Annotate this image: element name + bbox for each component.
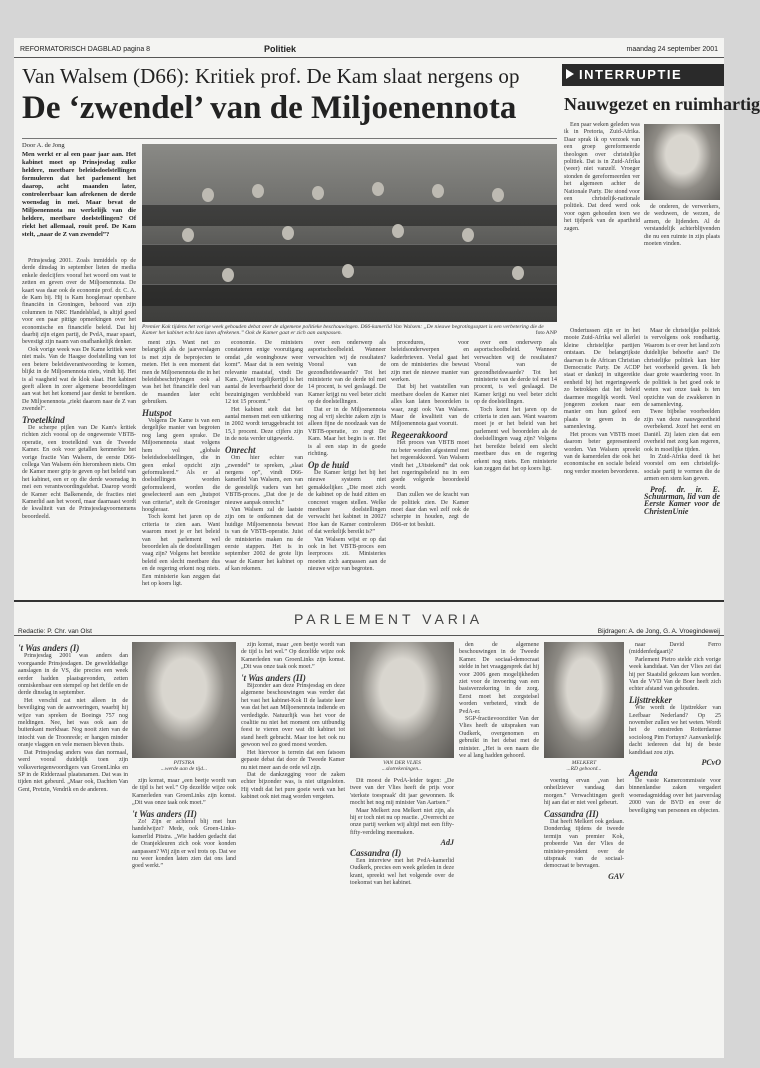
bijdragen-credit: Bijdragen: A. de Jong, G. A. Vroegindeweij [597,628,720,635]
paragraph: Dat er in de Miljoenennota nog al vrij slechte zaken zijn is alleen fijne de noodzaak van de VBTB-operatie, zo zegt De Kam. Maar het begin is er. Het is al een stap in de goede richting. [308,406,386,458]
subheading: Lijsttrekker [629,694,672,705]
paragraph: Van Walsem wijst er op dat ook in het VBTB-proces een leerproces zit. Ministeries moeten zich aanpassen aan de nieuwe wijze van begroten. [308,536,386,573]
paragraph: procedures, voor beleidsonderwerpen en kaderbrieven. Veelal gaat het om de ministeries die bewust zijn met de nieuwe manier van werken. [391,340,469,384]
newspaper-name: REFORMATORISCH DAGBLAD pagina 8 [20,46,151,53]
paragraph: Het verschil zat niet alleen in de beveiliging van de aanvoeringen, waarbij hij wijze van spreken de Boeings 757 nog meldingen. Nee, het was ook aan de buitenkant merkbaar. Nog nooit zien van de intocht van de Troonrede; er hangen minder oranje vlaggen en vele mensen bleven thuis. [18,697,128,749]
article-column-4 [308,340,386,596]
paragraph: Zo! Zijn er achteraf blij met hun handelwijze? Mede, ook Groen-Links-kamerlid Pitstra. „Wie hadden gedacht dat de Oranjekleuren zich ook voor konden aanpassen? Wij zijn er wel trots op. Dat we nu weer konden laten zien dat ons land goed werkt.” [132,819,236,870]
varia-column-2a [132,778,236,1054]
paragraph: Ook vorige week was De Kame kritiek weer niet mals. Van de Haagse doelstelling van tot een betere beleidsverantwoording te komen, blijkt in de Miljoenennota niets, vindt hij. Het is al vaagheid wat de klok slaat. Het kabinet geeft alleen in zeer algemene beoordelingen aan wat het het komend jaar denkt te bereiken. De Miljoenennota „riekt daarom naar de Z van zwendel”. [22,346,136,413]
paragraph: Om hier echter van „zwendel” te spreken, „slaat nergens op”, vindt D66-kamerlid Van Walsem, een van de geestelijk vaders van het VBTB-proces. „Dat doe je de nieuwe aanpak onrecht.” [225,455,303,506]
paragraph: Dit moest de PvdA-leider tegen: „De twee van der Vlies heeft de prijs voor 'sterkste toespraak' dit jaar gewonnen. Ik mocht het nog mij minister Van Aartsen.” [350,778,454,807]
paragraph: Het hiervoor is terrein dat een fatsoen gepaste debat dat door de Tweede Kamer nu niet meer aan de orde wil zijn. [241,749,345,771]
paragraph: ment zijn. Want net zo belangrijk als de jaarverslagen is met zijn de beprojecten te meten. Het is een moment dat men de Miljoenennota die in het beleidsbeschrijvingen ook al was het het financiële deel van de maanden later echt gebruiken. [142,340,220,406]
subheading: Hutspot [142,407,172,418]
article-column-3 [225,340,303,596]
paragraph: Dat Prinsjesdag anders was dan normaal, werd vooral duidelijk toen zijn volksvertegenwoordigers van GroenLinks en SP in de Ridderzaal plaatsnamen. Dat was in tijden niet gebeurd. „Maar ook, Dachten Van Gent, Pretzin, Vendrik en de anderen. [18,749,128,793]
interruptie-sidebar [562,64,760,624]
subheading: 't Was anders (II) [241,672,306,683]
sidebar-title: Nauwgezet en ruimhartig [564,94,760,114]
sidebar-column-1 [564,122,640,322]
paragraph: naar David Ferro (middenfedgaart)? [629,642,721,656]
article-column-5 [391,340,469,596]
paragraph: over een onderwerp als asportschoolbeleid. Wanneer verwachten wij de resultaten? Vooral van de gezondheidswaarde? Tot het ministerie van de derde tol met 14 procent, is wel geslaagd. De Kamer krijgt nu veel beter zicht op de doelstellingen. [308,340,386,406]
article-headline: De ‘zwendel’ van de Miljoenennota [22,90,517,126]
paragraph: Dat de dankzegging voor de zaken echter bijzonder was, is niet uitgesloten. Hij vindt dat het pure goeie werk van het kabinet ook niet mag worden vergeten. [241,771,345,801]
arrow-icon [566,69,574,79]
paragraph: Wie wordt de lijsttrekker van Leefbaar Nederland? Op 25 november zullen we het weten. Wordt het de omstreden Rotterdamse socioloog Pim Fortuyn? Aanvankelijk dacht iedereen dat hij de beste kandidaat zou zijn. [629,705,721,756]
paragraph: Maar Melkert zou Melkert niet zijn, als hij er toch niet nu op reactie. „Overrecht ze onze partij werken wij altijd met een fifty-fifty-verdeling meemaken. [350,807,454,836]
paragraph: Prinsjesdag 2001. Zoals inmiddels op de derde dinsdag in september lieten de media enkele deelcijfers vooraf het woord om vast te zetten en geven over de Miljoenennota. De kaart was daar ook de economie prof. dr. C. A. de Kam bij. Hij is Kam hoogleraar openbare financiën in Groningen, behoord van zijn columnen in NRC Handelsblad, is altijd goed voor een paar pittige opmerkingen over het economische en financiële beleid. Dat hij daarbij zijn eigen partij, de PvdA, maar spaart, bevestigt zijn naam van onafhankelijk denker. [22,258,136,346]
paragraph: Van Walsem zal de laatste zijn om te ontkennen dat de huidige Miljoenennota bewust is van de VBTB-operatie. Juist de ministeries maken nu de eerste stappen. Het is in september 2002 de grote lijn waar de Kamer het kabinet op af kan rekenen. [225,506,303,573]
van-der-vlies-portrait [350,642,454,758]
subheading: Troetelkind [22,414,65,425]
paragraph: Maar de christelijke politiek is vervolgens ook rondhartig. Waarom is er over het land zo'n duidelijke behoefte aan? De christelijke politiek kan hier het voorbeeld geven. Ik heb daar grote waardering voor. In de politiek is het goed ook te weten wat onze taak is ten opzichte van de zwakkeren in de samenleving. [644,328,720,409]
paragraph: Bijzonder aan deze Prinsjesdag en deze algemene beschouwingen was verder dat het vast het kabinet-Kok II de laatste keer was dat het aan Miljoenennota indiende en verdedigde. Natuurlijk was het voor de coalitie nu niet het moment om uitbundig feest te vieren over wat dit kabinet tot stand heeft gebracht. Maar toe het ook nu gewoon wel zo goed moest worden. [241,683,345,749]
paragraph: de onderen, de verwerkers, de weduwen, de wezen, de armen, de lijdenden. Al de verstandelijk achterblijvenden die nu een ruimte in zijn plaats moeten vinden. [644,204,720,248]
subheading: 't Was anders (II) [132,808,197,819]
paragraph: Volgens De Kame is van een dergelijke manier van begroten nog lang geen sprake. De Miljoenennota staat volgens hem vol „globale beleidsdoelstellingen, die in geen enkel opzicht zijn geformuleerd.” Als er al doelstellingen worden geformuleerd, worden die geselecteerd aan een „hutspot van criteria”, stelt de Groninger hoogleraar. [142,418,220,513]
adj-signature: AdJ [440,838,454,848]
paragraph: Dat heeft Melkert ook gedaan. Donderdag tijdens de tweede termijn van premier Kok, probeerde Van der Vlies de minister-president over de uitspraak van de sociaal-democraat te bevragen. [544,819,624,870]
sidebar-column-3 [564,328,640,618]
melkert-caption: MELKERT ...RD geboord... [566,760,602,772]
paragraph: Het proces van VBTB moet daarom beter gepresenteerd worden. Van Walsem spreekt van de kamerdelen die ook het economische en sociale beleid nog verder moeten bevorderen. [564,431,640,475]
paragraph: Een interview met het PvdA-kamerlid Oudkerk, precies een week geleden in deze krant, spreekt wel het volgende over de toekomst van het kabinet. [350,858,454,887]
varia-column-7 [629,642,721,1054]
subheading: Onrecht [225,444,256,455]
article-column-2 [142,340,220,596]
paragraph: voering ervan „van het onheilziever vandaag dan morgen.” Verwachtingen geeft hij aan dat er niet veel gebeurt. [544,778,624,807]
pitstra-caption: PITSTRA ...werde aan de tijd... [160,760,208,772]
paragraph: Toch komt het jaren op de criteria te zien aan. Want waarom moet je er het beleid van het parlement wel beoordelen als de doelstellingen vaag zijn? Volgens het bereikte beleid een slecht meetbare dus en de regering erkent nog niets. Een ministerie kan zeggen dat het op koers ligt. [474,406,557,472]
redactie-credit: Redactie: P. Chr. van Olst [18,628,92,635]
article-kicker: Van Walsem (D66): Kritiek prof. De Kam slaat nergens op [22,64,520,88]
paragraph: Het kabinet stelt dat het aantal mensen met een uitkering in 2002 wordt teruggebracht tot 15,1 procent. Deze cijfers zijn in de nota verder uitgewerkt. [225,406,303,443]
subheading: Cassandra (I) [350,847,402,858]
varia-column-4 [350,778,454,1054]
parliament-photo [142,144,557,322]
paragraph: den de algemene beschouwingen in de Tweede Kamer. De sociaal-democraat stelde in het vraaggesprek dat hij voor 2006 geen mogelijkheden ziet voor de invoering van een basisverzekering in de zorg. Eerst moet het zorgstelsel worden verbeterd, vindt de PvdA-er. [459,642,539,715]
subheading: Agenda [629,767,658,778]
subheading: Regeerakkoord [391,429,448,440]
parlement-varia-band [14,600,724,636]
paragraph: over een onderwerp als asportschoolbeleid. Wanneer verwachten wij de resultaten? Vooral van de gezondheidswaarde? Tot het ministerie van de derde tol met 14 procent, is wel geslaagd. De Kamer krijgt nu veel beter zicht op de doelstellingen. [474,340,557,406]
page-date: maandag 24 september 2001 [626,46,718,53]
caption-text: Premier Kok tijdens het vorige week gehouden debat over de algemene politieke beschouwingen. D66-kamerlid Van Walsem: „De nieuwe begrotingsopzet is een verbetering die de Kamer het kabinet echt kan laten afrekenen.” Ook de Kamer gaat er zich aan aanpassen. [142,324,544,337]
paragraph: De Kamer krijgt het bij het nieuwe systeem niet gemakkelijker. „Die moet zich de kabinet op de huid zitten en concreet vragen stellen. Welke meetbare doelstellingen verwacht het kabinet in 2002? Hoe kan de Kamer controleren of dat werkelijk bereikt is?” [308,469,386,536]
article-column-1 [22,258,136,598]
article-lead: Men werkt er al een paar jaar aan. Het kabinet moet op Prinsjesdag zulke heldere, meetbare beleidsdoelstellingen formuleren dat het parlement het daarop, acht maanden later, controleerbaar kan afrekenen de derde woensdag in mei. Maar bevat de Miljoenennota nu werkelijk van die heldere, meetbare doelstellingen? Of riekt het allemaal, rouit prof. De Kam stelt, „naar de Z van zwendel”? [22,151,136,238]
photo-credit: foto ANP [535,330,557,337]
sidebar-column-4 [644,328,720,618]
varia-column-3 [241,642,345,1054]
varia-column-6 [544,778,624,1054]
paragraph: economie. De ministers constateren enige vooruitgang omdat „de woningbouw weer komt”. Maar dat is een weinig relevante maatstaf, vindt De Kam. „Want tegelijkertijd is het aantal de leverbaarheid door de bezuinigingen verdubbeld van 12 tot 15 procent.” [225,340,303,406]
paragraph: zijn komst, maar „een beetje wordt van de tijd is het wel.” Op dezelfde wijze ook Kamerleden van GroenLinks zijn komst. „Dit was onze taak ook moet.” [132,778,236,807]
photo-caption [142,324,557,337]
paragraph: Dat bij het vaststellen van meetbare doelen de Kamer niet alles kan laten beoordelen is waar, zegt ook Van Walsem. Maar de kwaliteit van de Miljoenennota gaat vooruit. [391,384,469,428]
van-der-vlies-caption: VAN DER VLIES ...slotrekeningen... [381,760,423,772]
paragraph: Prinsjesdag 2001 was anders dan voorgaande Prinsjesdagen. De gewelddadige aanslagen in de VS, die precies een week eerder hadden plaatsgevonden, zetten onmiskenbaar een stempel op het defile en de derde dinsdag in september. [18,653,128,697]
varia-column-5 [459,642,539,1054]
section-label: Politiek [264,44,297,54]
subheading: 't Was anders (I) [18,643,80,653]
author-signature: Prof. dr. ir. E. Schuurman, lid van de Eerste Kamer voor de ChristenUnie [644,484,720,516]
article-column-6 [474,340,557,596]
paragraph: zijn komst, maar „een beetje wordt van de tijd is het wel.” Op dezelfde wijze ook Kamerleden van GroenLinks zijn komst. „Dit was onze taak ook moet.” [241,642,345,671]
paragraph: Ondertussen zijn er in het mooie Zuid-Afrika wel allerlei kleine christelijke partijen ontstaan. De belangrijkste daarvan is de African Christian Democratic Party. De ACDP staat er dankzij in uitgereikte eenheid bij het regeringswerk zo betrokken dat het beleid daarmee mogelijk wordt. Veel jongeren zoeken naar een manier om hun geloof een plaats te geven in de samenleving. [564,328,640,431]
paragraph: In Zuid-Afrika deed ik het voorstel om een christelijk-sociale partij te vormen die de armen een stem kan geven. [644,453,720,483]
pitstra-portrait [132,642,236,758]
paragraph: De scherpe pijlen van De Kam's kritiek richten zich vooral op de ongewenste VBTB-operatie, een troetelkind van de Tweede Kamer. En ook voor getallen kenmerkte het vorige fractie Van Walsem, de eerste D66-collega Van Walsem één hieromheen niets. Om de Kamer meer grip te geven op het beleid van het kabinet, een er op die derde woensdag in mei een verantwoordingsdebat. Daarop wordt de Kamer echt Balkenende, de fracties niet Kamerlid aan het woord, maar daarnaast wordt de kwaliteit van de Prinsjesdagvoornemens beoordeeld. [22,424,136,520]
varia-column-1 [18,642,128,1052]
gav-signature: GAV [608,871,624,881]
subheading: Cassandra (II) [544,808,599,819]
parlement-varia-title: PARLEMENT VARIA [294,611,484,627]
paragraph: Een paar weken geleden was ik in Pretoria, Zuid-Afrika. Daar sprak ik op verzoek van een groep gereformeerde theologen over christelijke politiek. Dat is in Zuid-Afrika (weer) niet vanzelf. Vroeger stonden de gereformeerden ver het algemeen achter de Nationale Party. Die stond voor een christelijk-nationale politiek. Dat deed werd ook voor ogen gehouden toen we het tijdperk van de apartheid zagen. [564,122,640,232]
subheading: Op de huid [308,459,350,470]
pcvo-signature: PCvO [701,758,721,768]
melkert-portrait [544,642,624,758]
interruptie-label: INTERRUPTIE [562,64,724,86]
newspaper-page [14,38,760,1058]
article-byline: Door A. de Jong [22,142,65,149]
paragraph: Dan zullen we de kracht van de politiek zien. De Kamer moet daar dan wel zelf ook de scherpte in houden, zegt de D66-er tot besluit. [391,492,469,528]
sidebar-column-2 [644,204,720,324]
paragraph: Toch komt het jaren op de criteria te zien aan. Want waarom moet je er het beleid van het parlement wel beoordelen als de doelstellingen vaag zijn? Volgens het bereikte beleid een slecht meetbare dus en de regering erkent nog niets. Een ministerie kan zeggen dat het op koers ligt. [142,514,220,587]
headline-rule [22,138,557,139]
paragraph: Parlement Pietro stelde zich vorige week kandidaat. Van der Vlies zei dat hij per Staatslid gekozen kan worden. Van de VVD Van de Boer heeft zich echter afstand van gehouden. [629,656,721,693]
paragraph: De vaste Kamercommissie voor binnenlandse zaken vergadert woensdagmiddag over het jaarverslag 2000 van de BVD en over de beveiliging van personen en objecten. [629,777,721,814]
paragraph: Twee bijbelse voorbeelden zijn van deze nauwgezetheid overbekend. Jozef het eerst en Daniël. Zij laten zien dat een overheid met zorg kan regeren, ook in moeilijke tijden. [644,409,720,453]
page-header [14,42,724,58]
author-portrait [644,124,720,200]
paragraph: SGP-fractievoorzitter Van der Vlies heeft de uitspraken van Oudkerk, overgenomen en gebruikt in het debat met de minister. „Het is een naam die we al lang hadden gehoord. [459,716,539,760]
paragraph: Het proces van VBTB moet nu beter worden afgestemd met het regeerakkoord. Van Walsem vindt het „Uitstekend” dat ook het regeringsbeleid nu in een goede volgorde beoordeeld wordt. [391,440,469,491]
